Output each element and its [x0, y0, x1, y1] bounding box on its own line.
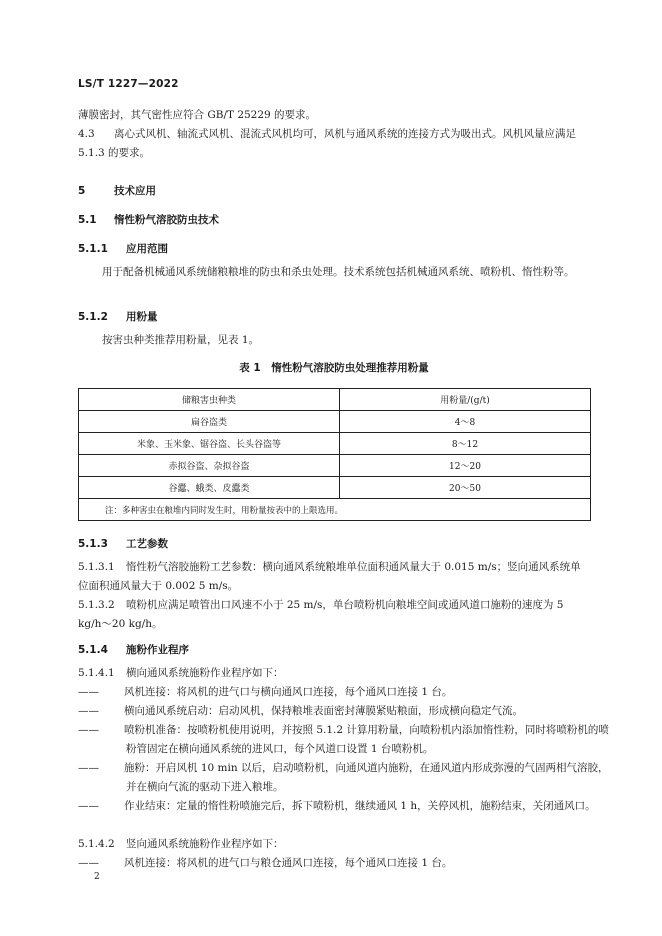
list-item [78, 797, 616, 816]
dash-marker: —— [78, 857, 99, 869]
list-item-text: 施粉：开启风机 10 min 以后，启动喷粉机，向通风道内施粉，在通风道内形成弥漫的气固两相气溶胶，并在横向气流的驱动下进入粮堆。 [124, 762, 609, 793]
dash-marker: —— [78, 686, 99, 698]
section-5-1-4-heading [78, 642, 189, 657]
table-row [79, 433, 591, 455]
table-header-row [79, 389, 591, 411]
section-5-1-1-heading [78, 241, 168, 256]
list-item-text: 喷粉机准备：按喷粉机使用说明，并按照 5.1.2 计算用粉量，向喷粉机内添加惰性粉，同时将喷粉机的喷粉管固定在横向通风系统的进风口，每个风道口设置 1 台喷粉机。 [124, 724, 609, 755]
dash-marker: —— [78, 762, 99, 774]
list-item [78, 721, 616, 759]
dash-marker: —— [78, 724, 99, 736]
table-row [79, 411, 591, 433]
list-item-text: 风机连接：将风机的进气口与横向通风口连接，每个通风口连接 1 台。 [124, 686, 453, 698]
list-item [78, 702, 616, 721]
section-5-1-1-body: 用于配备机械通风系统储粮粮堆的防虫和杀虫处理。技术系统包括机械通风系统、喷粉机、惰性粉等。 [102, 266, 575, 278]
dosage-table [78, 388, 591, 521]
pest-cell: 赤拟谷盗、杂拟谷盗 [79, 455, 340, 477]
list-item [78, 854, 616, 873]
section-5-1-3-heading [78, 536, 168, 551]
pest-cell: 谷蠹、蛾类、皮蠹类 [79, 477, 340, 499]
clause-4-3 [78, 125, 590, 163]
table-caption: 表 1 惰性粉气溶胶防虫处理推荐用粉量 [239, 362, 429, 374]
dash-marker: —— [78, 705, 99, 717]
table-row [79, 455, 591, 477]
clause-text: 竖向通风系统施粉作业程序如下： [126, 838, 284, 850]
clause-text: 离心式风机、轴流式风机、混流式风机均可，风机与通风系统的连接方式为吸出式。风机风量应满足 5.1.3 的要求。 [78, 128, 576, 159]
section-title: 应用范围 [126, 243, 168, 255]
section-title: 技术应用 [114, 185, 156, 197]
section-title: 工艺参数 [126, 538, 168, 550]
dose-cell: 8～12 [340, 433, 591, 455]
list-item [78, 683, 616, 702]
dose-cell: 4～8 [340, 411, 591, 433]
clause-5-1-4-2 [78, 835, 590, 854]
dose-cell: 20～50 [340, 477, 591, 499]
page-number: 2 [94, 872, 100, 882]
section-5-1-2-heading [78, 309, 158, 324]
section-number: 5.1.2 [78, 311, 108, 323]
clause-text: 惰性粉气溶胶施粉工艺参数：横向通风系统粮堆单位面积通风量大于 0.015 m/s；竖向通风系统单位面积通风量大于 0.002 5 m/s。 [78, 561, 581, 592]
section-number: 5.1.4 [78, 644, 108, 656]
clause-text: 横向通风系统施粉作业程序如下： [126, 667, 284, 679]
section-number: 5.1.3 [78, 538, 108, 550]
section-number: 5 [78, 185, 86, 197]
section-5-1-2-body: 按害虫种类推荐用粉量，见表 1。 [102, 334, 260, 346]
section-5-heading [78, 183, 156, 198]
dose-cell: 12～20 [340, 455, 591, 477]
section-title: 施粉作业程序 [126, 644, 189, 656]
clause-number: 4.3 [78, 128, 95, 140]
list-item-text: 风机连接：将风机的进气口与粮仓通风口连接，每个通风口连接 1 台。 [124, 857, 453, 869]
clause-5-1-3-2 [78, 596, 590, 634]
document-header: LS/T 1227—2022 [78, 78, 179, 90]
clause-5-1-3-1 [78, 558, 590, 596]
section-title: 惰性粉气溶胶防虫技术 [114, 214, 219, 226]
list-item-text: 横向通风系统启动：启动风机，保持粮堆表面密封薄膜紧贴粮面，形成横向稳定气流。 [124, 705, 523, 717]
pest-cell: 扁谷盗类 [79, 411, 340, 433]
section-number: 5.1 [78, 214, 97, 226]
table-note: 注：多种害虫在粮堆内同时发生时，用粉量按表中的上限选用。 [79, 499, 591, 521]
clause-5-1-4-1 [78, 664, 590, 683]
intro-paragraph: 薄膜密封，其气密性应符合 GB/T 25229 的要求。 [78, 109, 317, 121]
section-title: 用粉量 [126, 311, 158, 323]
table-row [79, 477, 591, 499]
column-header-dose: 用粉量/(g/t) [340, 389, 591, 411]
clause-text: 喷粉机应满足喷管出口风速不小于 25 m/s，单台喷粉机向粮堆空间或通风道口施粉的速度为 5 kg/h～20 kg/h。 [78, 599, 564, 630]
pest-cell: 米象、玉米象、锯谷盗、长头谷盗等 [79, 433, 340, 455]
table-note-row [79, 499, 591, 521]
list-item [78, 759, 616, 797]
section-5-1-heading [78, 212, 219, 227]
dash-marker: —— [78, 800, 99, 812]
clause-number: 5.1.4.1 [78, 667, 115, 679]
column-header-pest: 储粮害虫种类 [79, 389, 340, 411]
clause-number: 5.1.4.2 [78, 838, 115, 850]
list-item-text: 作业结束：定量的惰性粉喷施完后，拆下喷粉机，继续通风 1 h，关停风机，施粉结束，关闭通风口。 [124, 800, 596, 812]
clause-number: 5.1.3.2 [78, 599, 115, 611]
clause-number: 5.1.3.1 [78, 561, 115, 573]
section-number: 5.1.1 [78, 243, 108, 255]
